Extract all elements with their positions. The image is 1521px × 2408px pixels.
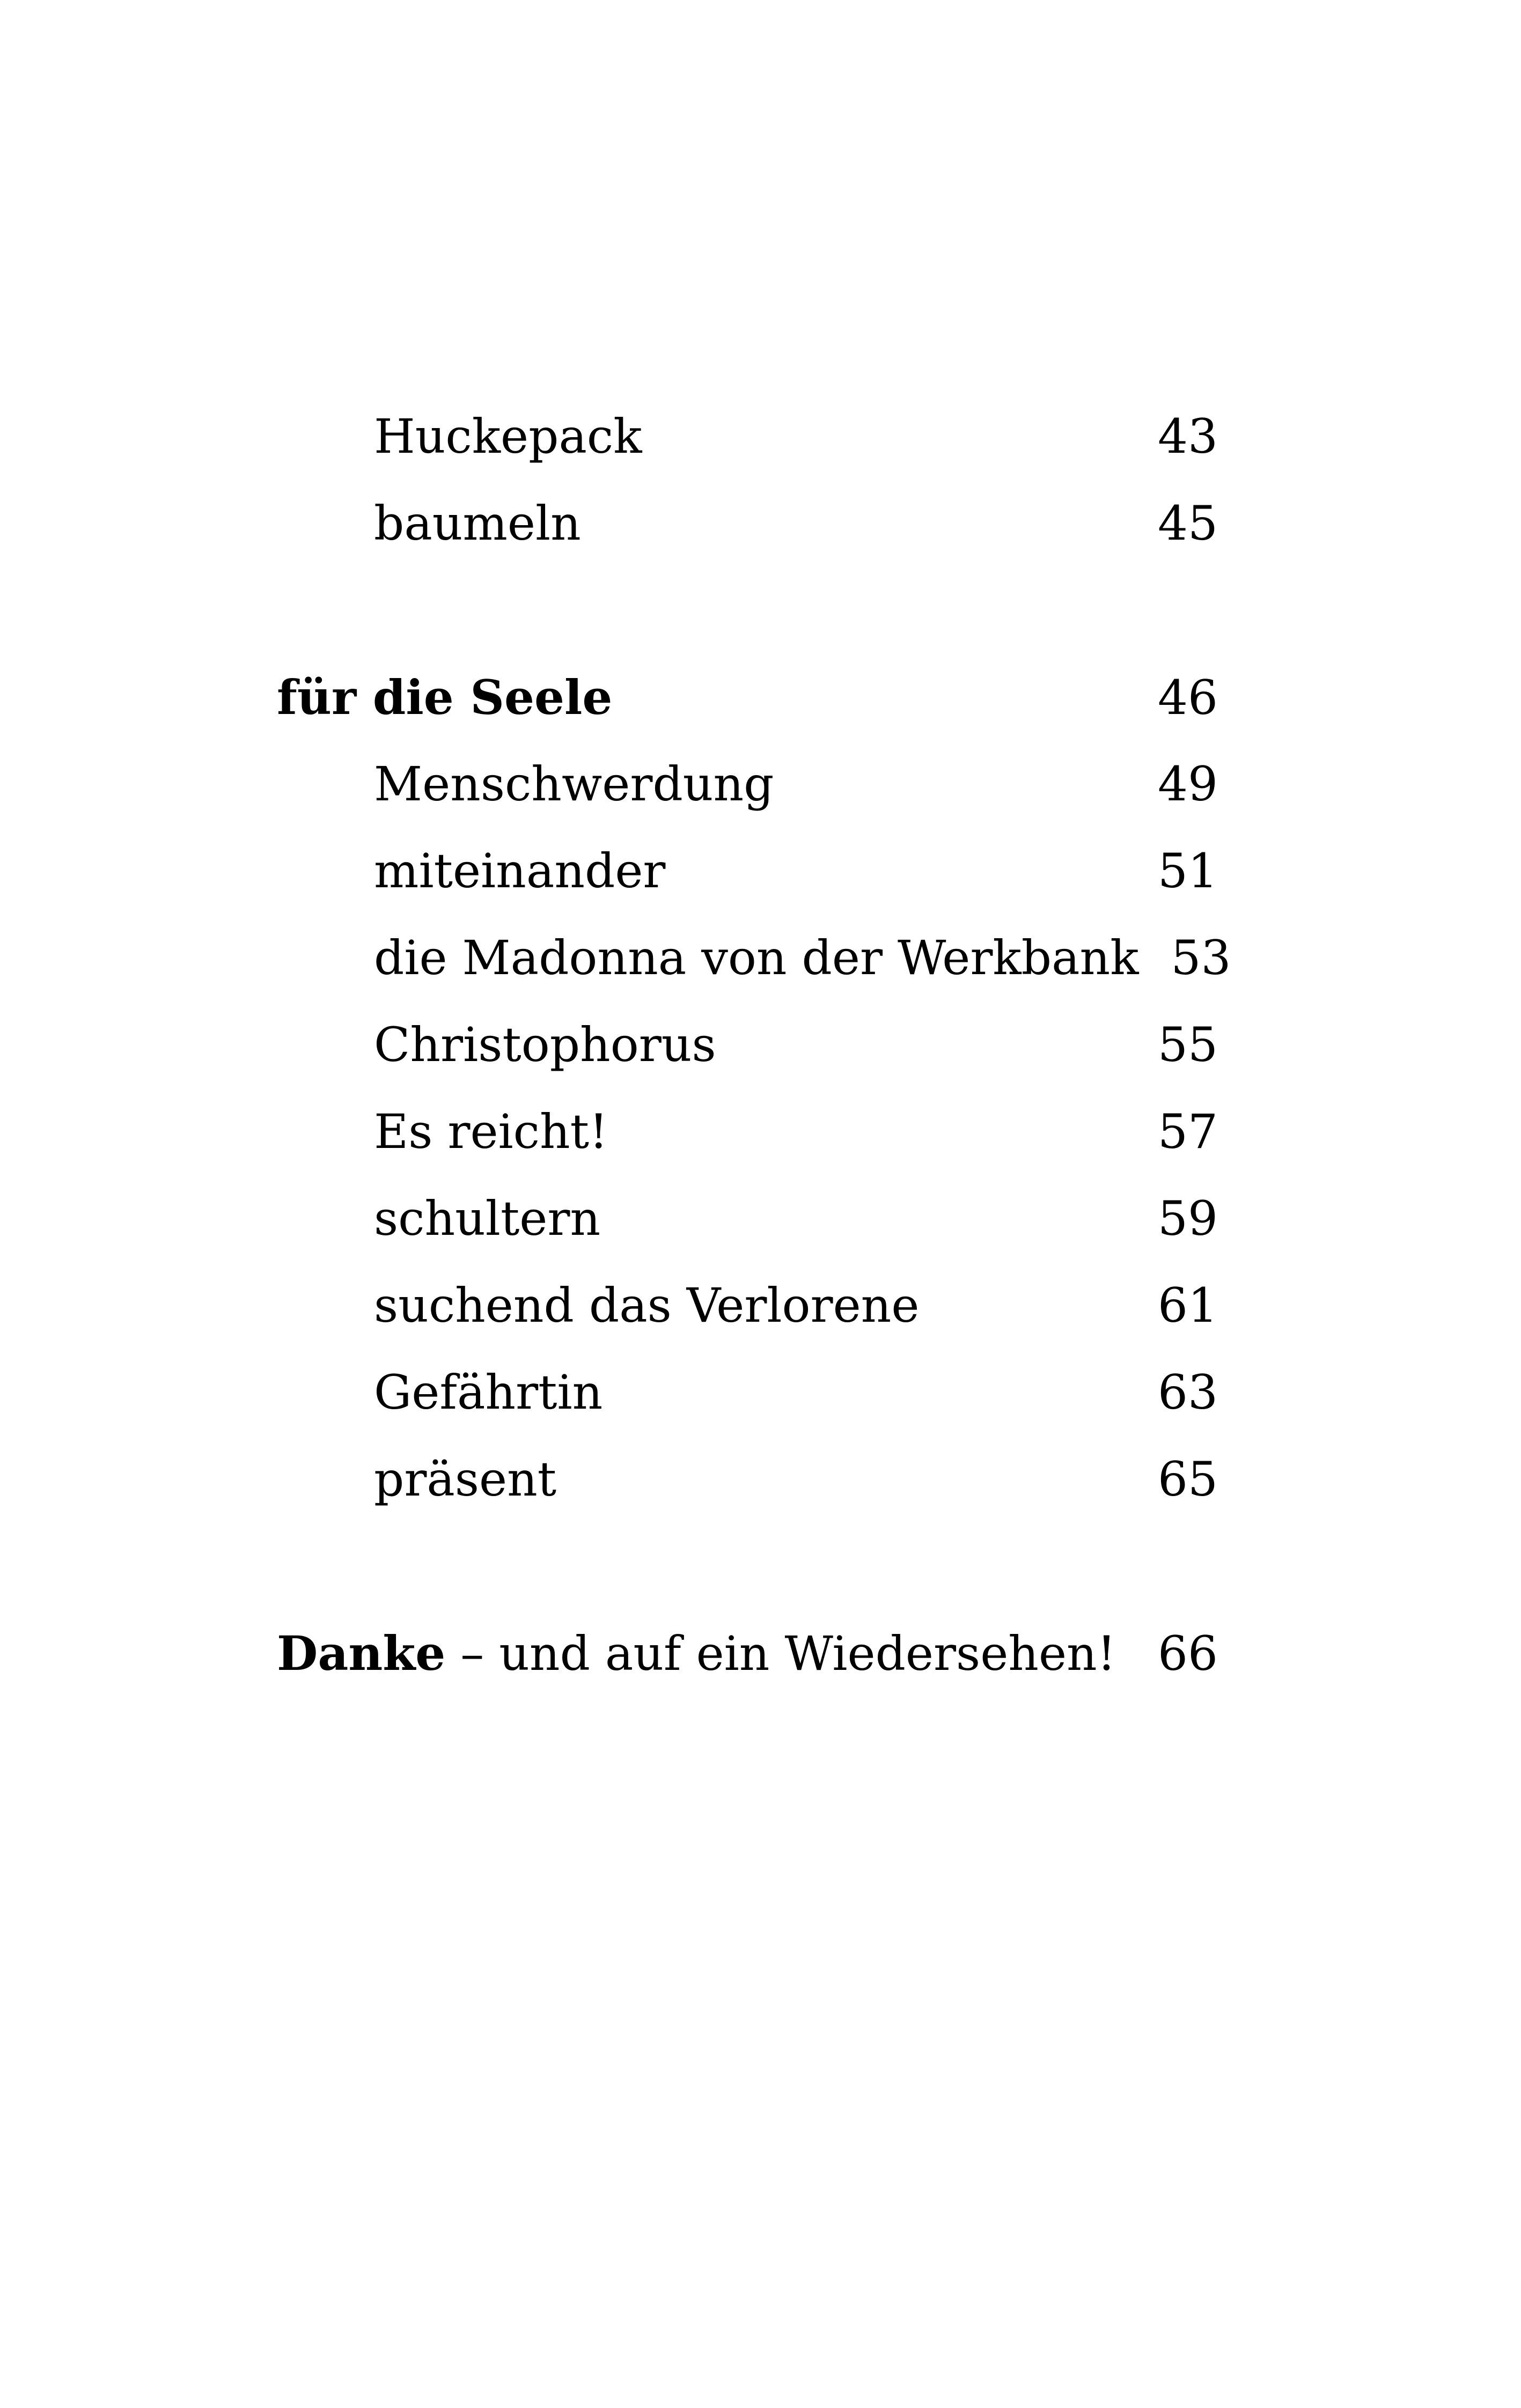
toc-entry-label-bold: Danke (277, 1625, 446, 1681)
toc-row (277, 1002, 1218, 1088)
toc-entry-label: für die Seele (277, 669, 613, 725)
toc-entry-label: miteinander (374, 843, 666, 899)
toc-entry-label: suchend das Verlorene (374, 1278, 920, 1333)
toc-row (277, 1262, 1218, 1349)
toc-entry-page: 57 (1158, 1104, 1218, 1159)
toc-entry-label: Menschwerdung (374, 756, 774, 812)
toc-entry-label: die Madonna von der Werkbank (374, 930, 1139, 985)
toc-entry-label (277, 1610, 1126, 1697)
toc-entry-label-rest: – und auf ein Wiedersehen! (445, 1626, 1116, 1681)
toc-entry-page: 65 (1158, 1452, 1218, 1507)
toc-row (277, 1349, 1218, 1436)
toc-row (277, 915, 1231, 1002)
toc-entry-page: 46 (1158, 670, 1218, 725)
toc-entry-label: Gefährtin (374, 1365, 603, 1420)
toc-entry-label: Christophorus (374, 1017, 716, 1072)
toc-row (277, 393, 1218, 480)
toc-entry-page: 49 (1158, 756, 1218, 812)
toc-entry-label: Es reicht! (374, 1104, 608, 1159)
toc-entry-page: 59 (1158, 1191, 1218, 1246)
toc-entry-page: 63 (1158, 1365, 1218, 1420)
toc-entry-page: 55 (1158, 1017, 1218, 1072)
toc-entry-label: baumeln (374, 496, 581, 551)
toc-entry-label: Huckepack (374, 409, 642, 464)
toc-entry-page: 61 (1158, 1278, 1218, 1333)
toc-entry-page: 66 (1158, 1626, 1218, 1681)
toc-row (277, 1175, 1218, 1262)
toc-row (277, 741, 1218, 828)
toc-entry-page: 51 (1158, 843, 1218, 899)
toc-row (277, 1088, 1218, 1175)
toc-row (277, 1436, 1218, 1523)
table-of-contents (277, 393, 1231, 1697)
toc-entry-page: 43 (1158, 409, 1218, 464)
toc-entry-page: 53 (1171, 930, 1231, 985)
toc-entry-label: schultern (374, 1191, 601, 1246)
toc-row (277, 828, 1218, 915)
toc-row (277, 480, 1218, 567)
toc-entry-page: 45 (1158, 496, 1218, 551)
toc-entry-label: präsent (374, 1452, 557, 1507)
toc-row (277, 654, 1218, 741)
toc-row (277, 1610, 1218, 1697)
